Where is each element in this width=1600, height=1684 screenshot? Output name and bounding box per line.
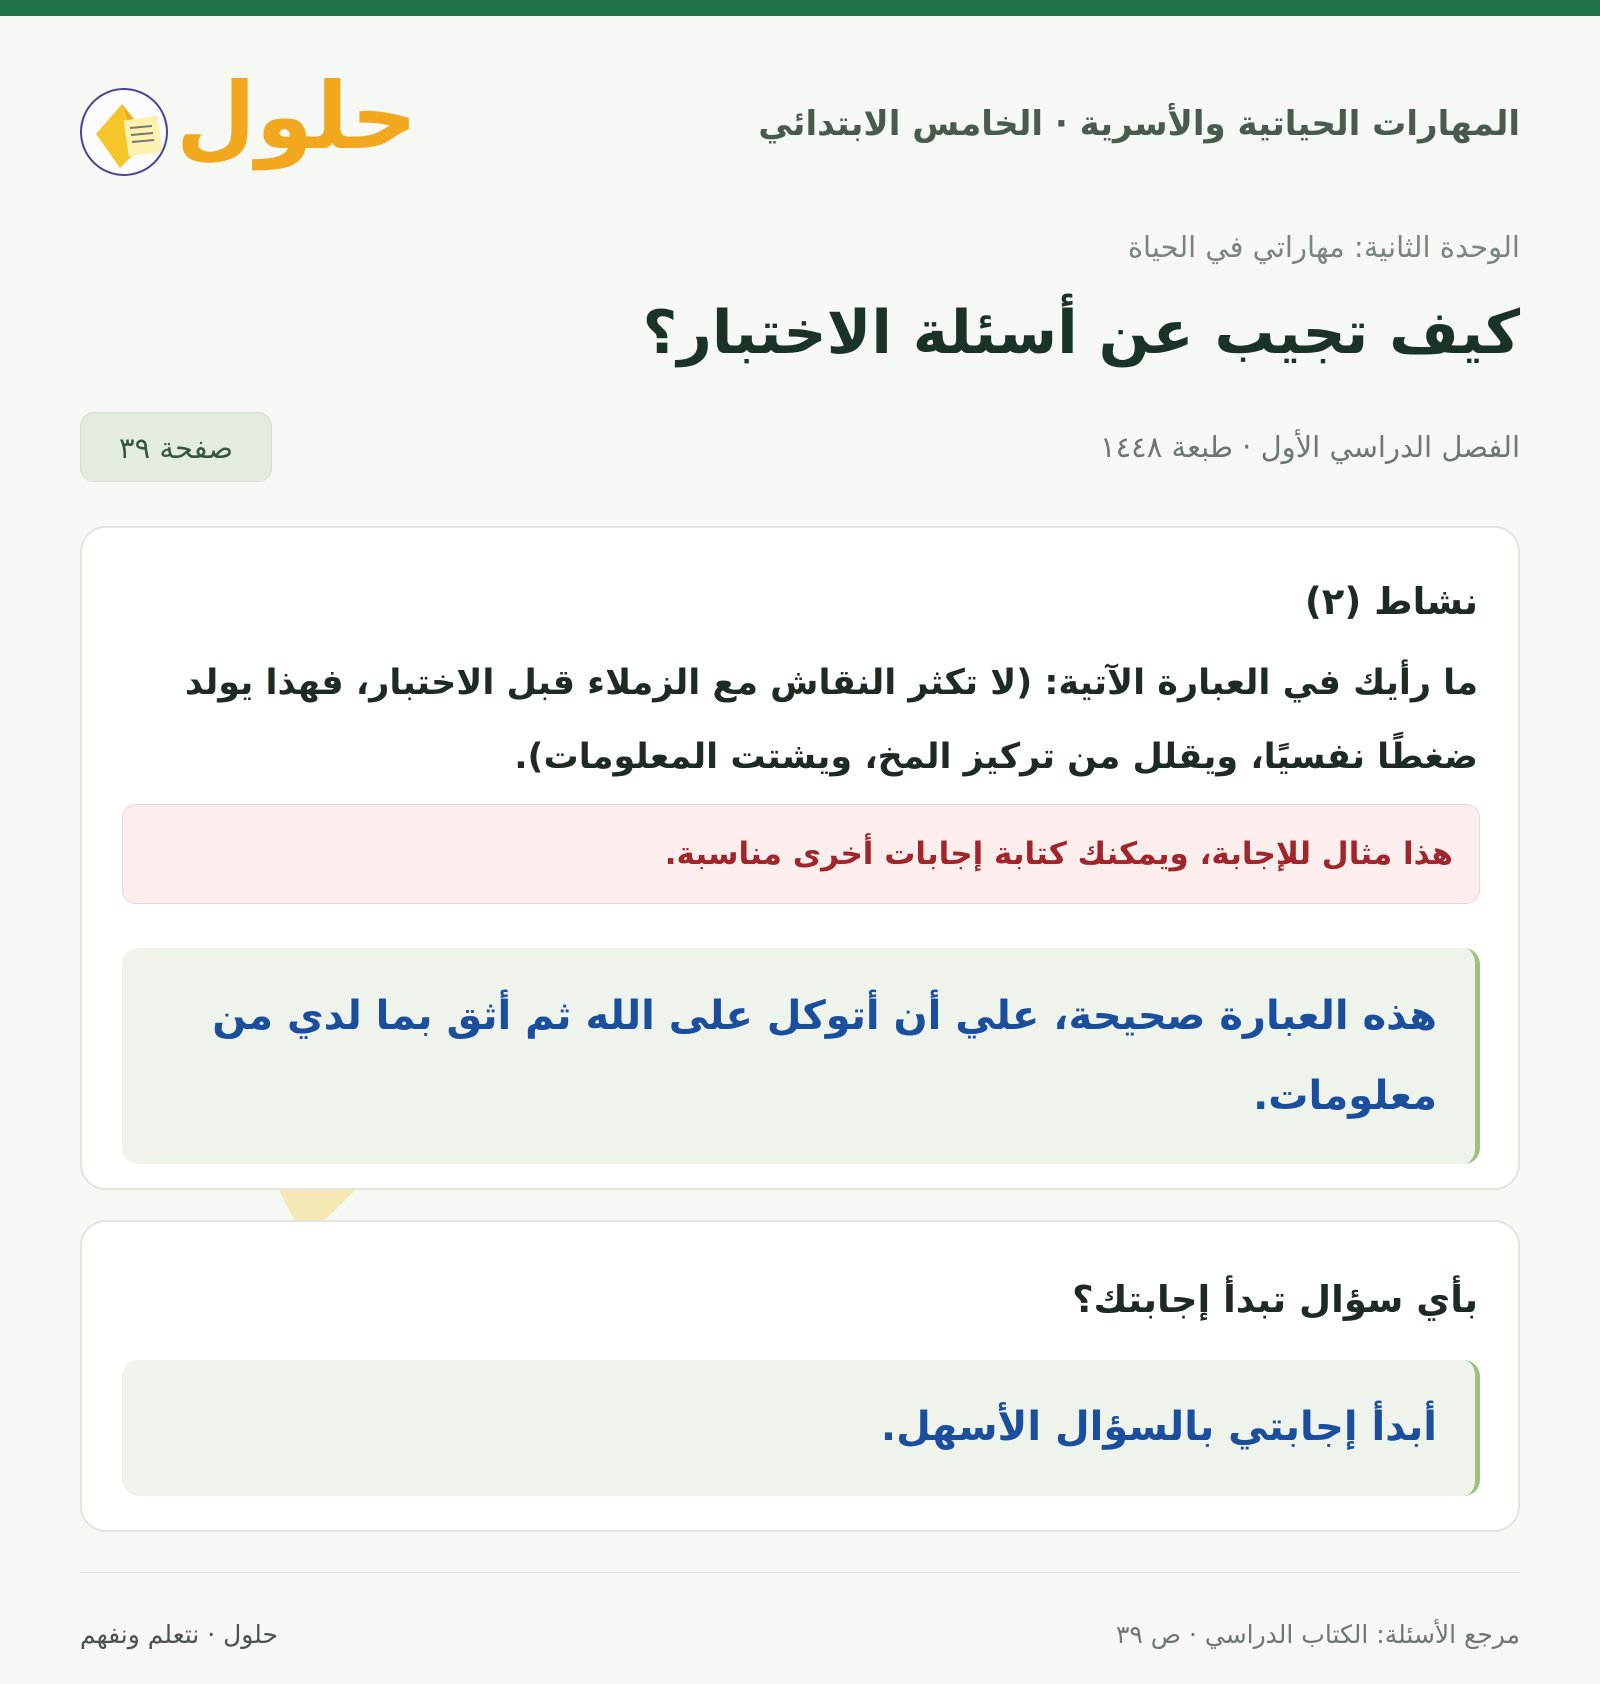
page-content (80, 16, 1520, 1649)
logo-book-icon (80, 88, 168, 176)
question-two: بأي سؤال تبدأ إجابتك؟ (1072, 1278, 1478, 1321)
page-header (80, 16, 1520, 176)
footer-brand: حلول · نتعلم ونفهم (80, 1620, 278, 1649)
activity-card (80, 526, 1520, 1190)
activity-answer: هذه العبارة صحيحة، علي أن أتوكل على الله ثم أثق بما لدي من معلومات. (122, 948, 1480, 1164)
question-card (80, 1220, 1520, 1532)
footer-reference: مرجع الأسئلة: الكتاب الدراسي · ص ٣٩ (1115, 1620, 1520, 1649)
answer-note: هذا مثال للإجابة، ويمكنك كتابة إجابات أخرى مناسبة. (122, 804, 1480, 904)
question-two-answer: أبدأ إجابتي بالسؤال الأسهل. (122, 1360, 1480, 1496)
hulul-logo[interactable] (80, 63, 418, 180)
logo-wordmark: حلول (176, 63, 418, 170)
page-number-badge: صفحة ٣٩ (80, 412, 272, 482)
lesson-title: كيف تجيب عن أسئلة الاختبار؟ (642, 298, 1520, 368)
top-accent-bar (0, 0, 1600, 16)
subject-grade-title: المهارات الحياتية والأسرية · الخامس الابتدائي (758, 104, 1520, 144)
footer-divider (80, 1572, 1520, 1573)
activity-question: ما رأيك في العبارة الآتية: (لا تكثر النقاش مع الزملاء قبل الاختبار، فهذا يولد ضغطًا نفسيًا، ويقلل من تركيز المخ، ويشتت المعلومات). (184, 663, 1478, 777)
activity-title: نشاط (٢) (1304, 580, 1478, 623)
semester-edition: الفصل الدراسي الأول · طبعة ١٤٤٨ (1100, 430, 1520, 464)
unit-label: الوحدة الثانية: مهاراتي في الحياة (1127, 230, 1520, 264)
